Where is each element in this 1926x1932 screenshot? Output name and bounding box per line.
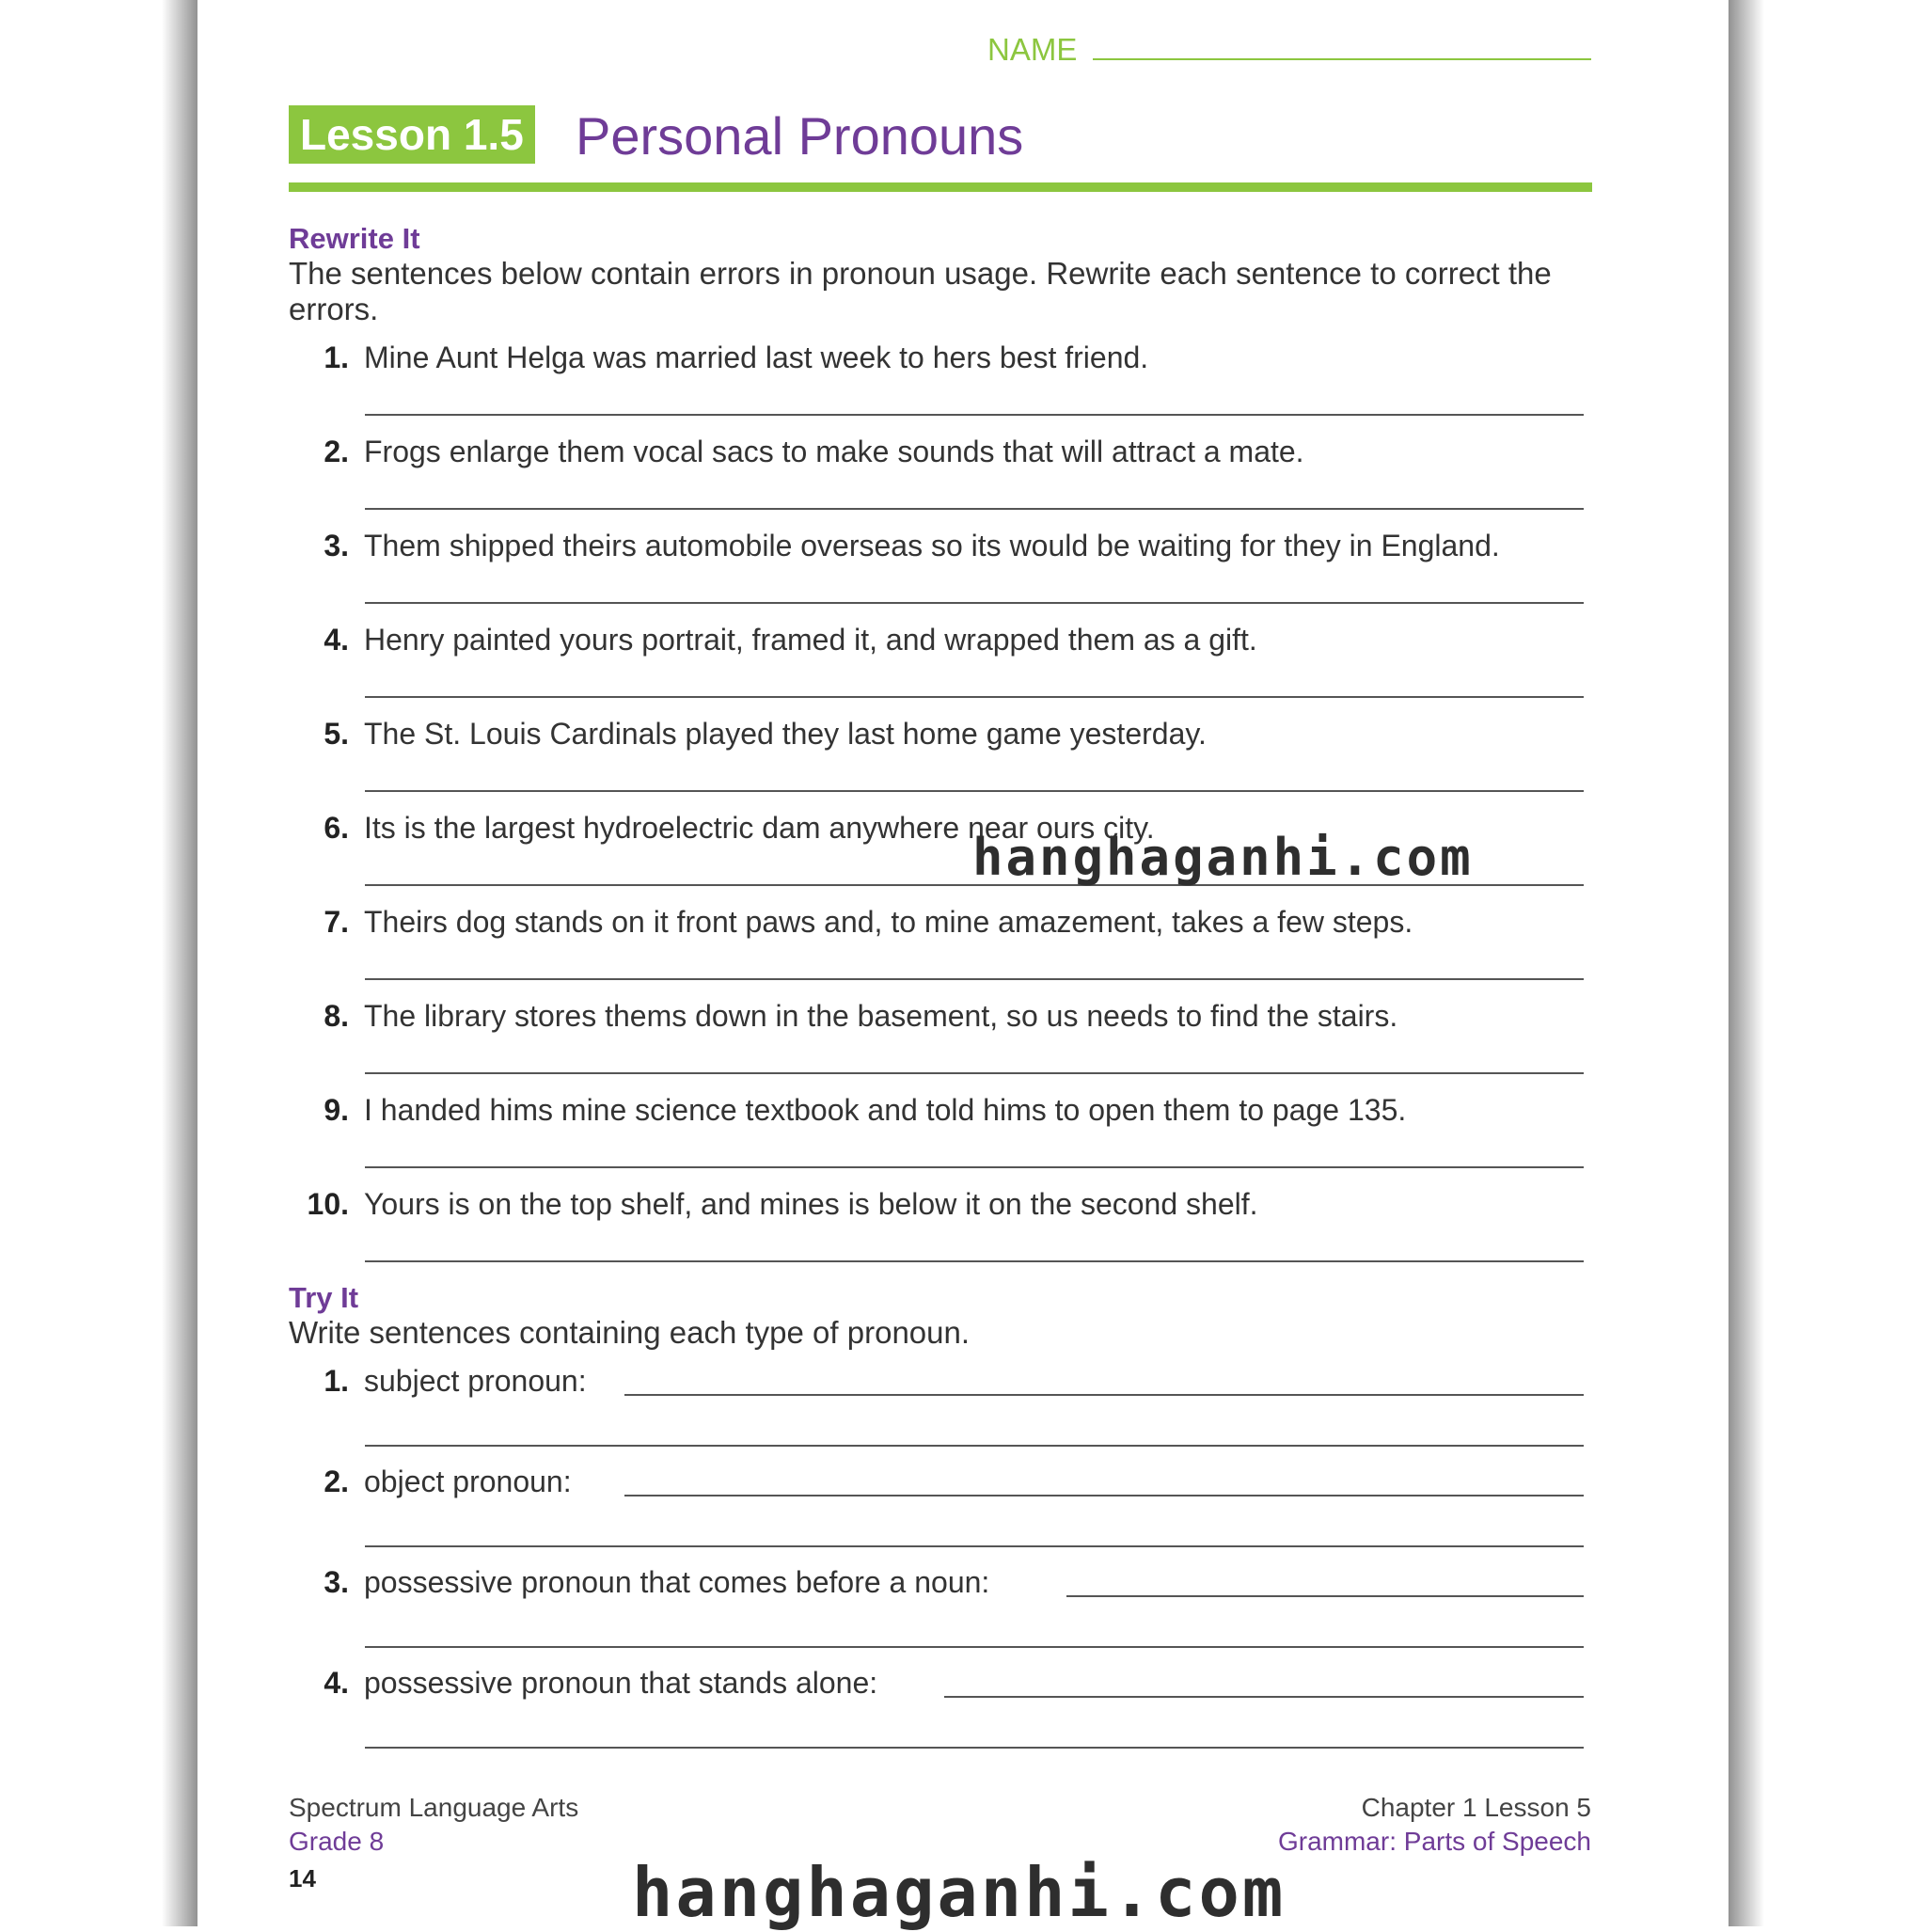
rewrite-item-number: 7. — [324, 905, 349, 939]
try-item-number: 2. — [324, 1465, 349, 1498]
rewrite-item-text: Henry painted yours portrait, framed it, and wrapped them as a gift. — [364, 623, 1257, 657]
answer-line[interactable] — [944, 1696, 1584, 1698]
answer-line[interactable] — [1066, 1595, 1584, 1597]
try-item-number: 1. — [324, 1364, 349, 1398]
answer-line[interactable] — [365, 1747, 1584, 1749]
footer-book-title: Spectrum Language Arts — [289, 1793, 579, 1822]
answer-line[interactable] — [624, 1394, 1584, 1396]
rewrite-item-number: 10. — [307, 1187, 349, 1221]
answer-line[interactable] — [365, 1072, 1584, 1074]
rewrite-item-text: Them shipped theirs automobile overseas so its would be waiting for they in England. — [364, 529, 1500, 562]
title-rule — [289, 182, 1592, 192]
page-shadow-right — [1727, 0, 1764, 1926]
answer-line[interactable] — [365, 602, 1584, 604]
answer-line[interactable] — [365, 978, 1584, 980]
watermark-text: hanghaganhi.com — [632, 1853, 1287, 1932]
try-item-number: 3. — [324, 1565, 349, 1599]
rewrite-heading: Rewrite It — [289, 222, 420, 255]
rewrite-item-text: Mine Aunt Helga was married last week to hers best friend. — [364, 340, 1149, 374]
try-heading: Try It — [289, 1281, 359, 1314]
answer-line[interactable] — [365, 1445, 1584, 1447]
rewrite-item-number: 2. — [324, 435, 349, 468]
footer-grade: Grade 8 — [289, 1827, 385, 1856]
rewrite-item-text: Frogs enlarge them vocal sacs to make sounds that will attract a mate. — [364, 435, 1304, 468]
answer-line[interactable] — [365, 508, 1584, 510]
try-item-text: possessive pronoun that comes before a noun: — [364, 1565, 990, 1599]
footer-topic: Grammar: Parts of Speech — [1277, 1827, 1591, 1856]
rewrite-item-number: 5. — [324, 717, 349, 751]
rewrite-item-number: 6. — [324, 811, 349, 845]
answer-line[interactable] — [365, 1646, 1584, 1648]
rewrite-item-text: Theirs dog stands on it front paws and, to mine amazement, takes a few steps. — [364, 905, 1413, 939]
name-label: NAME — [987, 32, 1078, 67]
footer-chapter: Chapter 1 Lesson 5 — [1361, 1793, 1591, 1822]
try-item-number: 4. — [324, 1666, 349, 1700]
rewrite-item-text: Yours is on the top shelf, and mines is below it on the second shelf. — [364, 1187, 1258, 1221]
rewrite-item-text: The St. Louis Cardinals played they last home game yesterday. — [364, 717, 1207, 751]
rewrite-item-number: 4. — [324, 623, 349, 657]
answer-line[interactable] — [365, 790, 1584, 792]
rewrite-item-number: 9. — [324, 1093, 349, 1127]
lesson-badge: Lesson 1.5 — [289, 105, 535, 164]
page-shadow-left — [162, 0, 199, 1926]
try-item-text: object pronoun: — [364, 1465, 572, 1498]
rewrite-item-number: 3. — [324, 529, 349, 562]
answer-line[interactable] — [365, 1260, 1584, 1262]
rewrite-item-text: Its is the largest hydroelectric dam anywhere near ours city. — [364, 811, 1155, 845]
answer-line[interactable] — [365, 696, 1584, 698]
answer-line[interactable] — [624, 1495, 1584, 1497]
watermark-text: hanghaganhi.com — [972, 828, 1474, 887]
rewrite-item-number: 1. — [324, 340, 349, 374]
rewrite-instructions: The sentences below contain errors in pronoun usage. Rewrite each sentence to correct the errors. — [289, 256, 1552, 326]
lesson-title: Personal Pronouns — [576, 106, 1024, 166]
answer-line[interactable] — [365, 1545, 1584, 1547]
name-field-line[interactable] — [1093, 58, 1591, 60]
rewrite-item-number: 8. — [324, 999, 349, 1033]
answer-line[interactable] — [365, 414, 1584, 416]
rewrite-item-text: The library stores thems down in the basement, so us needs to find the stairs. — [364, 999, 1398, 1033]
try-instructions: Write sentences containing each type of pronoun. — [289, 1315, 971, 1350]
rewrite-item-text: I handed hims mine science textbook and told hims to open them to page 135. — [364, 1093, 1407, 1127]
page-number: 14 — [289, 1864, 316, 1892]
try-item-text: possessive pronoun that stands alone: — [364, 1666, 878, 1700]
answer-line[interactable] — [365, 1166, 1584, 1168]
try-item-text: subject pronoun: — [364, 1364, 587, 1398]
